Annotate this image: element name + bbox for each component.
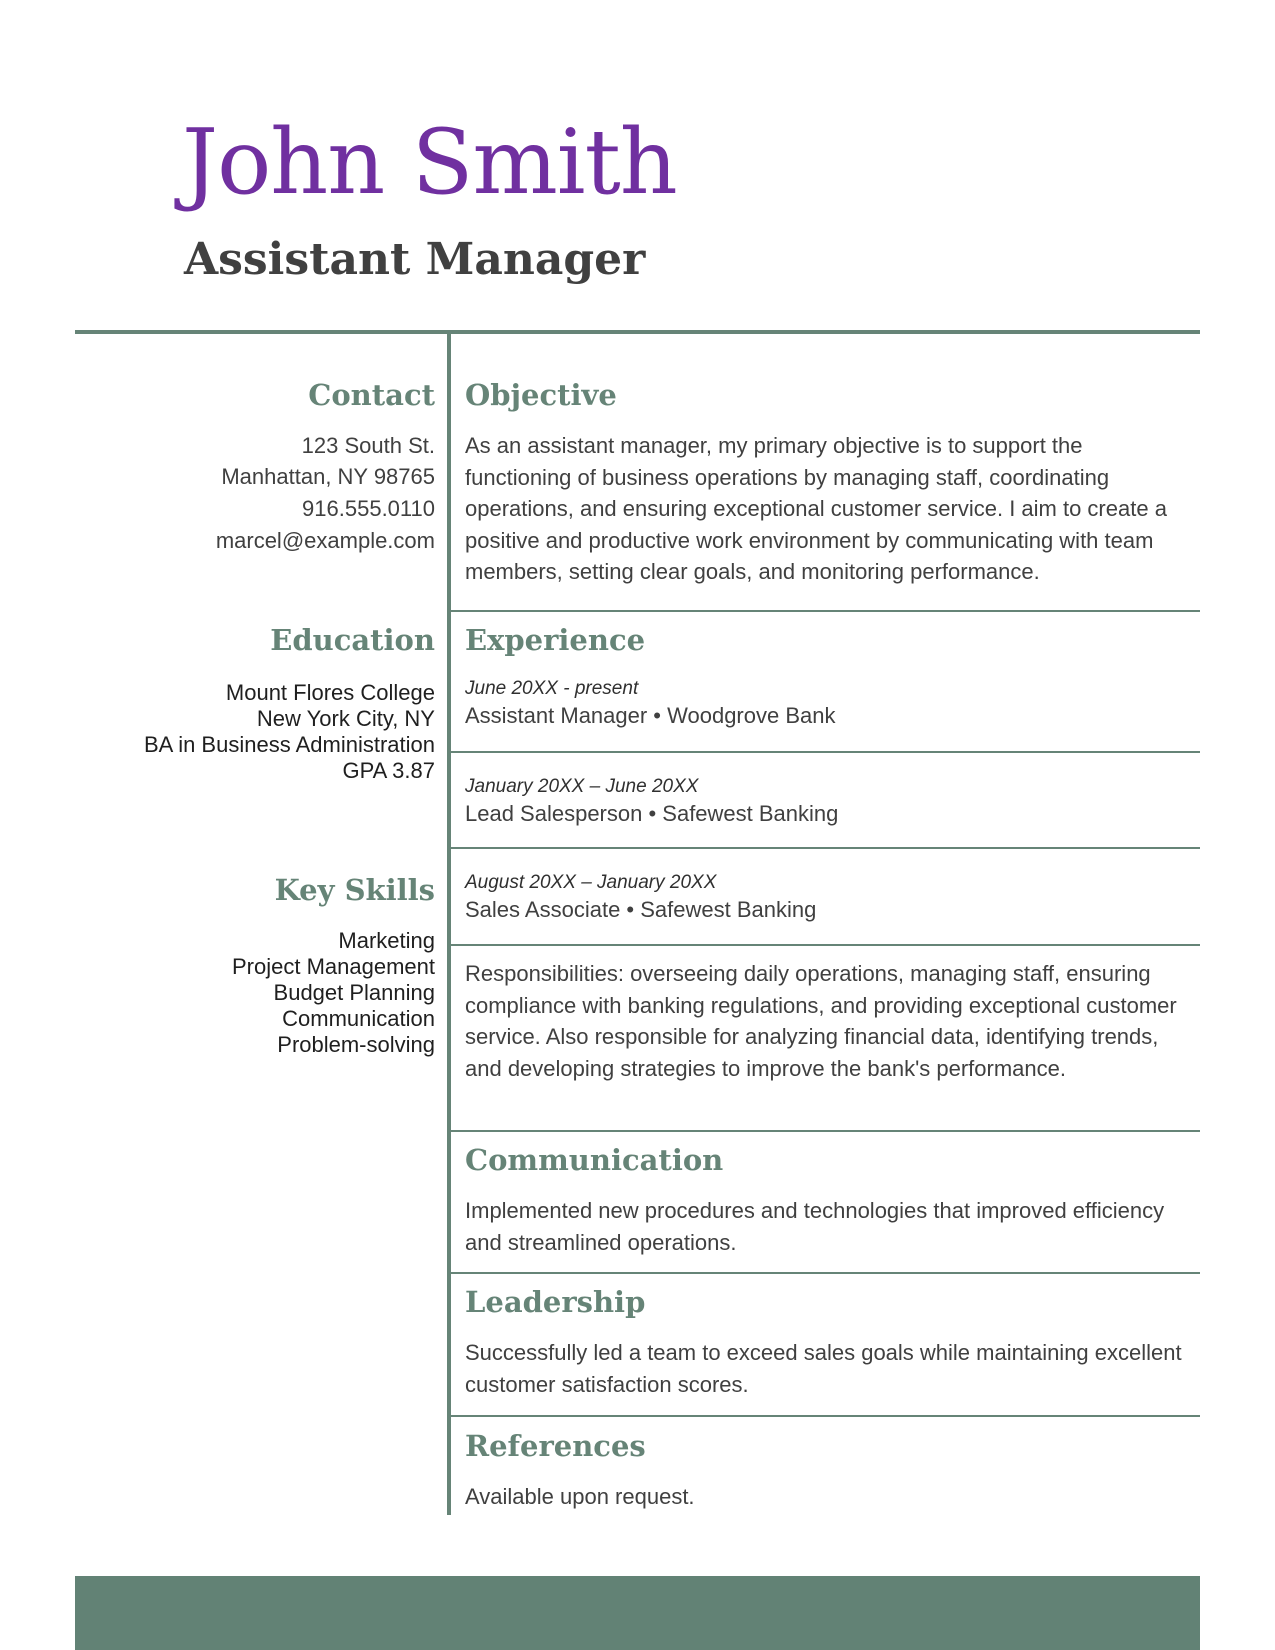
section-divider [451, 944, 1200, 946]
column-divider [447, 333, 451, 1515]
education-heading: Education [270, 623, 435, 657]
skill-item: Communication [282, 1006, 435, 1031]
education-line: BA in Business Administration [143, 732, 435, 757]
skill-item: Marketing [338, 928, 435, 953]
references-heading: References [465, 1429, 646, 1463]
experience-heading: Experience [465, 623, 646, 657]
job-dates: June 20XX - present [465, 678, 639, 699]
section-divider [451, 751, 1200, 753]
education-line: GPA 3.87 [342, 758, 435, 783]
contact-phone: 916.555.0110 [302, 496, 435, 521]
job-role: Sales Associate • Safewest Banking [465, 897, 817, 922]
contact-email: marcel@example.com [215, 528, 435, 553]
section-divider [451, 1130, 1200, 1132]
section-divider [451, 1415, 1200, 1417]
leadership-heading: Leadership [465, 1285, 646, 1319]
communication-heading: Communication [465, 1143, 724, 1177]
job-role: Lead Salesperson • Safewest Banking [465, 801, 839, 826]
contact-heading: Contact [308, 378, 435, 412]
leadership-text: Successfully led a team to exceed sales goals while maintaining excellent customer satisfaction scores. [465, 1340, 1182, 1397]
responsibilities-text: Responsibilities: overseeing daily operations, managing staff, ensuring compliance with banking regulations, and providing exceptional customer service. Also responsible for analyzing financial data, identifying trends, and developing strategies to improve the bank's performance. [465, 961, 1177, 1081]
resume-job-title: Assistant Manager [184, 234, 646, 285]
education-line: New York City, NY [256, 706, 435, 731]
skill-item: Problem-solving [277, 1032, 435, 1057]
contact-address: 123 South St. [301, 433, 435, 458]
footer-bar [75, 1576, 1200, 1650]
job-role: Assistant Manager • Woodgrove Bank [465, 703, 836, 728]
objective-text: As an assistant manager, my primary objective is to support the functioning of business operations by managing staff, coordinating operations, and ensuring exceptional customer service. I aim to create a positive and productive work environment by communicating with team members, setting clear goals, and monitoring performance. [465, 433, 1167, 584]
resume-name: John Smith [182, 110, 677, 215]
header-divider [75, 330, 1200, 334]
job-dates: January 20XX – June 20XX [465, 776, 699, 797]
references-text: Available upon request. [465, 1484, 695, 1509]
skills-heading: Key Skills [274, 873, 435, 907]
skill-item: Project Management [232, 954, 435, 979]
section-divider [451, 610, 1200, 612]
section-divider [451, 847, 1200, 849]
objective-heading: Objective [465, 378, 617, 412]
communication-text: Implemented new procedures and technologies that improved efficiency and streamlined operations. [465, 1198, 1165, 1255]
skill-item: Budget Planning [273, 980, 435, 1005]
job-dates: August 20XX – January 20XX [465, 872, 717, 893]
education-line: Mount Flores College [225, 680, 435, 705]
contact-city: Manhattan, NY 98765 [221, 464, 435, 489]
section-divider [451, 1272, 1200, 1274]
